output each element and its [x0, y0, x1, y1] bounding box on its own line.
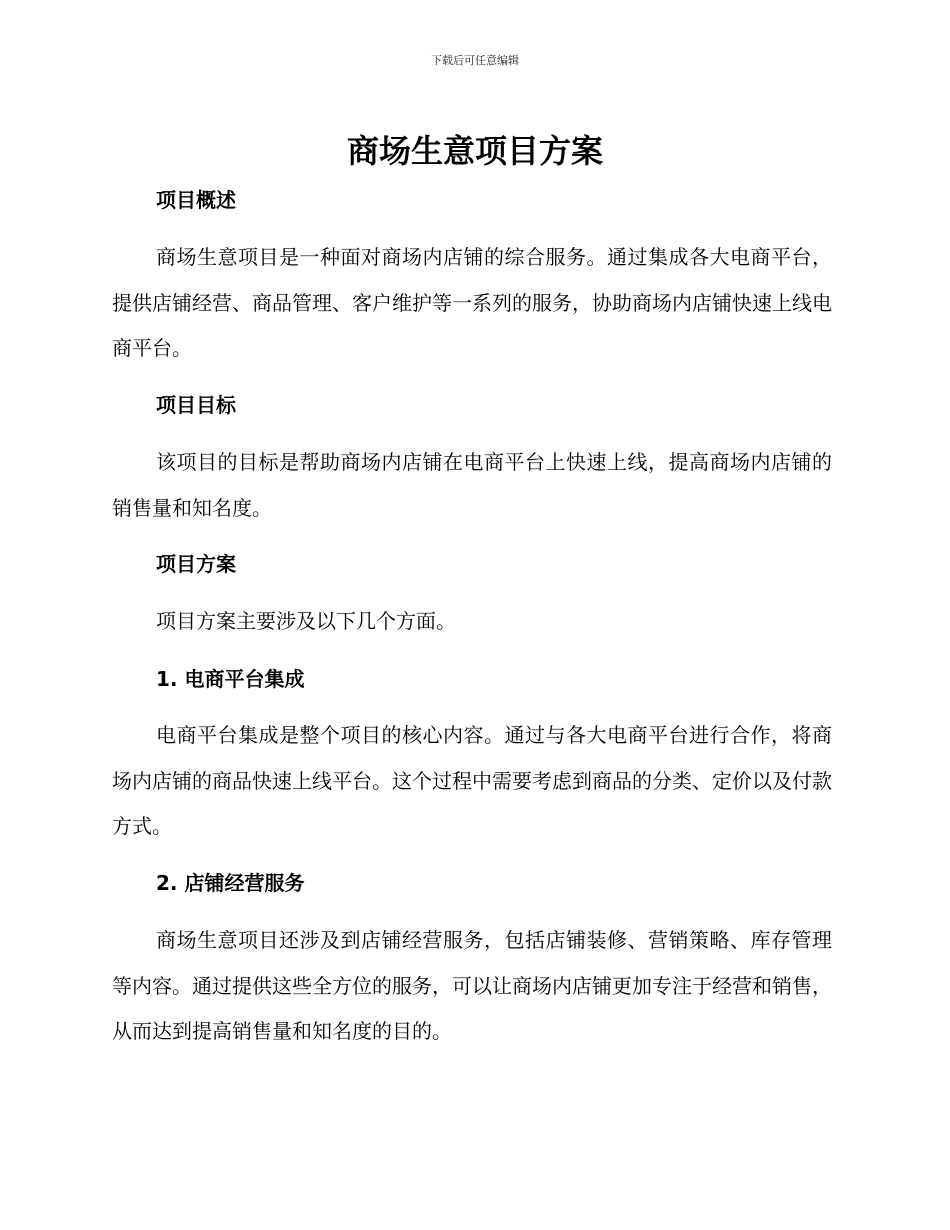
document-title: 商场生意项目方案 — [346, 132, 603, 170]
section-paragraph-plan: 项目方案主要涉及以下几个方面。 — [156, 609, 456, 633]
section-paragraph-overview: 商场生意项目是一种面对商场内店铺的综合服务。通过集成各大电商平台，提供店铺经营、商品管理、客户维护等一系列的服务，协助商场内店铺快速上线电商平台。 — [112, 245, 832, 360]
section-paragraph-platform-integration: 电商平台集成是整个项目的核心内容。通过与各大电商平台进行合作，将商场内店铺的商品快速上线平台。这个过程中需要考虑到商品的分类、定价以及付款方式。 — [112, 723, 832, 838]
section-heading-goal: 项目目标 — [156, 393, 236, 417]
page-header-note: 下载后可任意编辑 — [431, 54, 519, 67]
section-heading-platform-integration: 1. 电商平台集成 — [156, 667, 305, 691]
section-paragraph-goal: 该项目的目标是帮助商场内店铺在电商平台上快速上线，提高商场内店铺的销售量和知名度。 — [112, 450, 832, 520]
section-heading-plan: 项目方案 — [156, 552, 236, 576]
section-heading-store-operation: 2. 店铺经营服务 — [156, 871, 305, 895]
section-heading-overview: 项目概述 — [156, 188, 236, 212]
section-paragraph-store-operation: 商场生意项目还涉及到店铺经营服务，包括店铺装修、营销策略、库存管理等内容。通过提供这些全方位的服务，可以让商场内店铺更加专注于经营和销售，从而达到提高销售量和知名度的目的。 — [112, 928, 832, 1043]
